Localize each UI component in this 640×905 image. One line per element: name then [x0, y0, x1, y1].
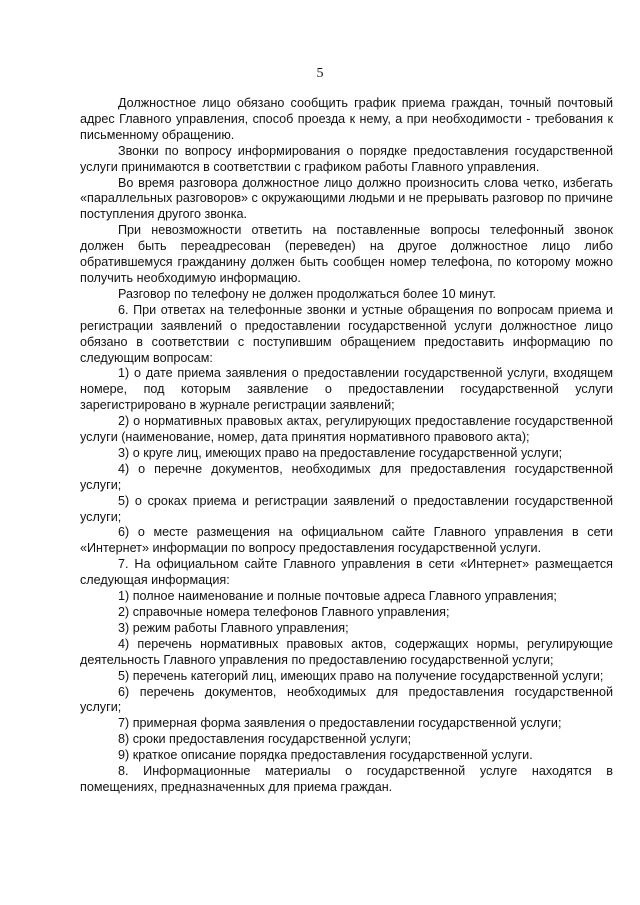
list-item: 2) справочные номера телефонов Главного управления; [118, 605, 450, 619]
list-item: 4) перечень нормативных правовых актов, содержащих нормы, регулирующие деятельность Главного управления по предоставлению государственной услуги; [80, 636, 613, 667]
paragraph: Должностное лицо обязано сообщить график приема граждан, точный почтовый адрес Главного управления, способ проезда к нему, а при необходимости - требования к письменному обращению. [80, 96, 613, 142]
paragraph: Звонки по вопросу информирования о порядке предоставления государственной услуги принимаются в соответствии с графиком работы Главного управления. [80, 143, 613, 174]
list-item: 8) сроки предоставления государственной услуги; [118, 732, 412, 747]
list-item: 1) полное наименование и полные почтовые адреса Главного управления; [118, 589, 557, 604]
list-item: 5) о сроках приема и регистрации заявлений о предоставлении государственной услуги; [80, 493, 613, 524]
list-item: 2) о нормативных правовых актах, регулирующих предоставление государственной услуги (наименование, номер, дата принятия нормативного правового акта); [80, 414, 613, 445]
list-item: 3) о круге лиц, имеющих право на предоставление государственной услуги; [118, 445, 563, 460]
list-item: 9) краткое описание порядка предоставления государственной услуги. [118, 748, 533, 763]
list-item: 1) о дате приема заявления о предоставлении государственной услуги, входящем номере, под которым заявление о предоставлении государственной услуги зарегистрировано в журнале регистрации заявлений; [80, 366, 613, 413]
list-item: 3) режим работы Главного управления; [118, 620, 349, 635]
list-item: 5) перечень категорий лиц, имеющих право на получение государственной услуги; [118, 668, 604, 683]
paragraph: Разговор по телефону не должен продолжаться более 10 минут. [118, 286, 496, 301]
list-item: 4) о перечне документов, необходимых для предоставления государственной услуги; [80, 461, 613, 492]
list-item: 6) перечень документов, необходимых для предоставления государственной услуги; [80, 684, 613, 715]
list-item: 7) примерная форма заявления о предоставлении государственной услуги; [118, 716, 562, 731]
paragraph: Во время разговора должностное лицо должно произносить слова четко, избегать «параллельных разговоров» с окружающими людьми и не прерывать разговор по причине поступления другого звонка. [80, 175, 613, 222]
list-item: 6) о месте размещения на официальном сайте Главного управления в сети «Интернет» информации по вопросу предоставления государственной услуги. [80, 525, 613, 556]
paragraph: При невозможности ответить на поставленные вопросы телефонный звонок должен быть переадресован (переведен) на другое должностное лицо либо обратившемуся гражданину должен быть сообщен номер телефона, по которому можно получить необходимую информацию. [80, 223, 613, 285]
document-body [80, 96, 613, 796]
paragraph: 7. На официальном сайте Главного управления в сети «Интернет» размещается следующая информация: [80, 557, 613, 588]
paragraph: 6. При ответах на телефонные звонки и устные обращения по вопросам приема и регистрации заявлений о предоставлении государственной услуги должностное лицо обязано в соответствии с поступившим обращением предоставить информацию по следующим вопросам: [80, 302, 613, 365]
paragraph: 8. Информационные материалы о государственной услуге находятся в помещениях, предназначенных для приема граждан. [80, 764, 613, 794]
page-number: 5 [316, 66, 324, 81]
